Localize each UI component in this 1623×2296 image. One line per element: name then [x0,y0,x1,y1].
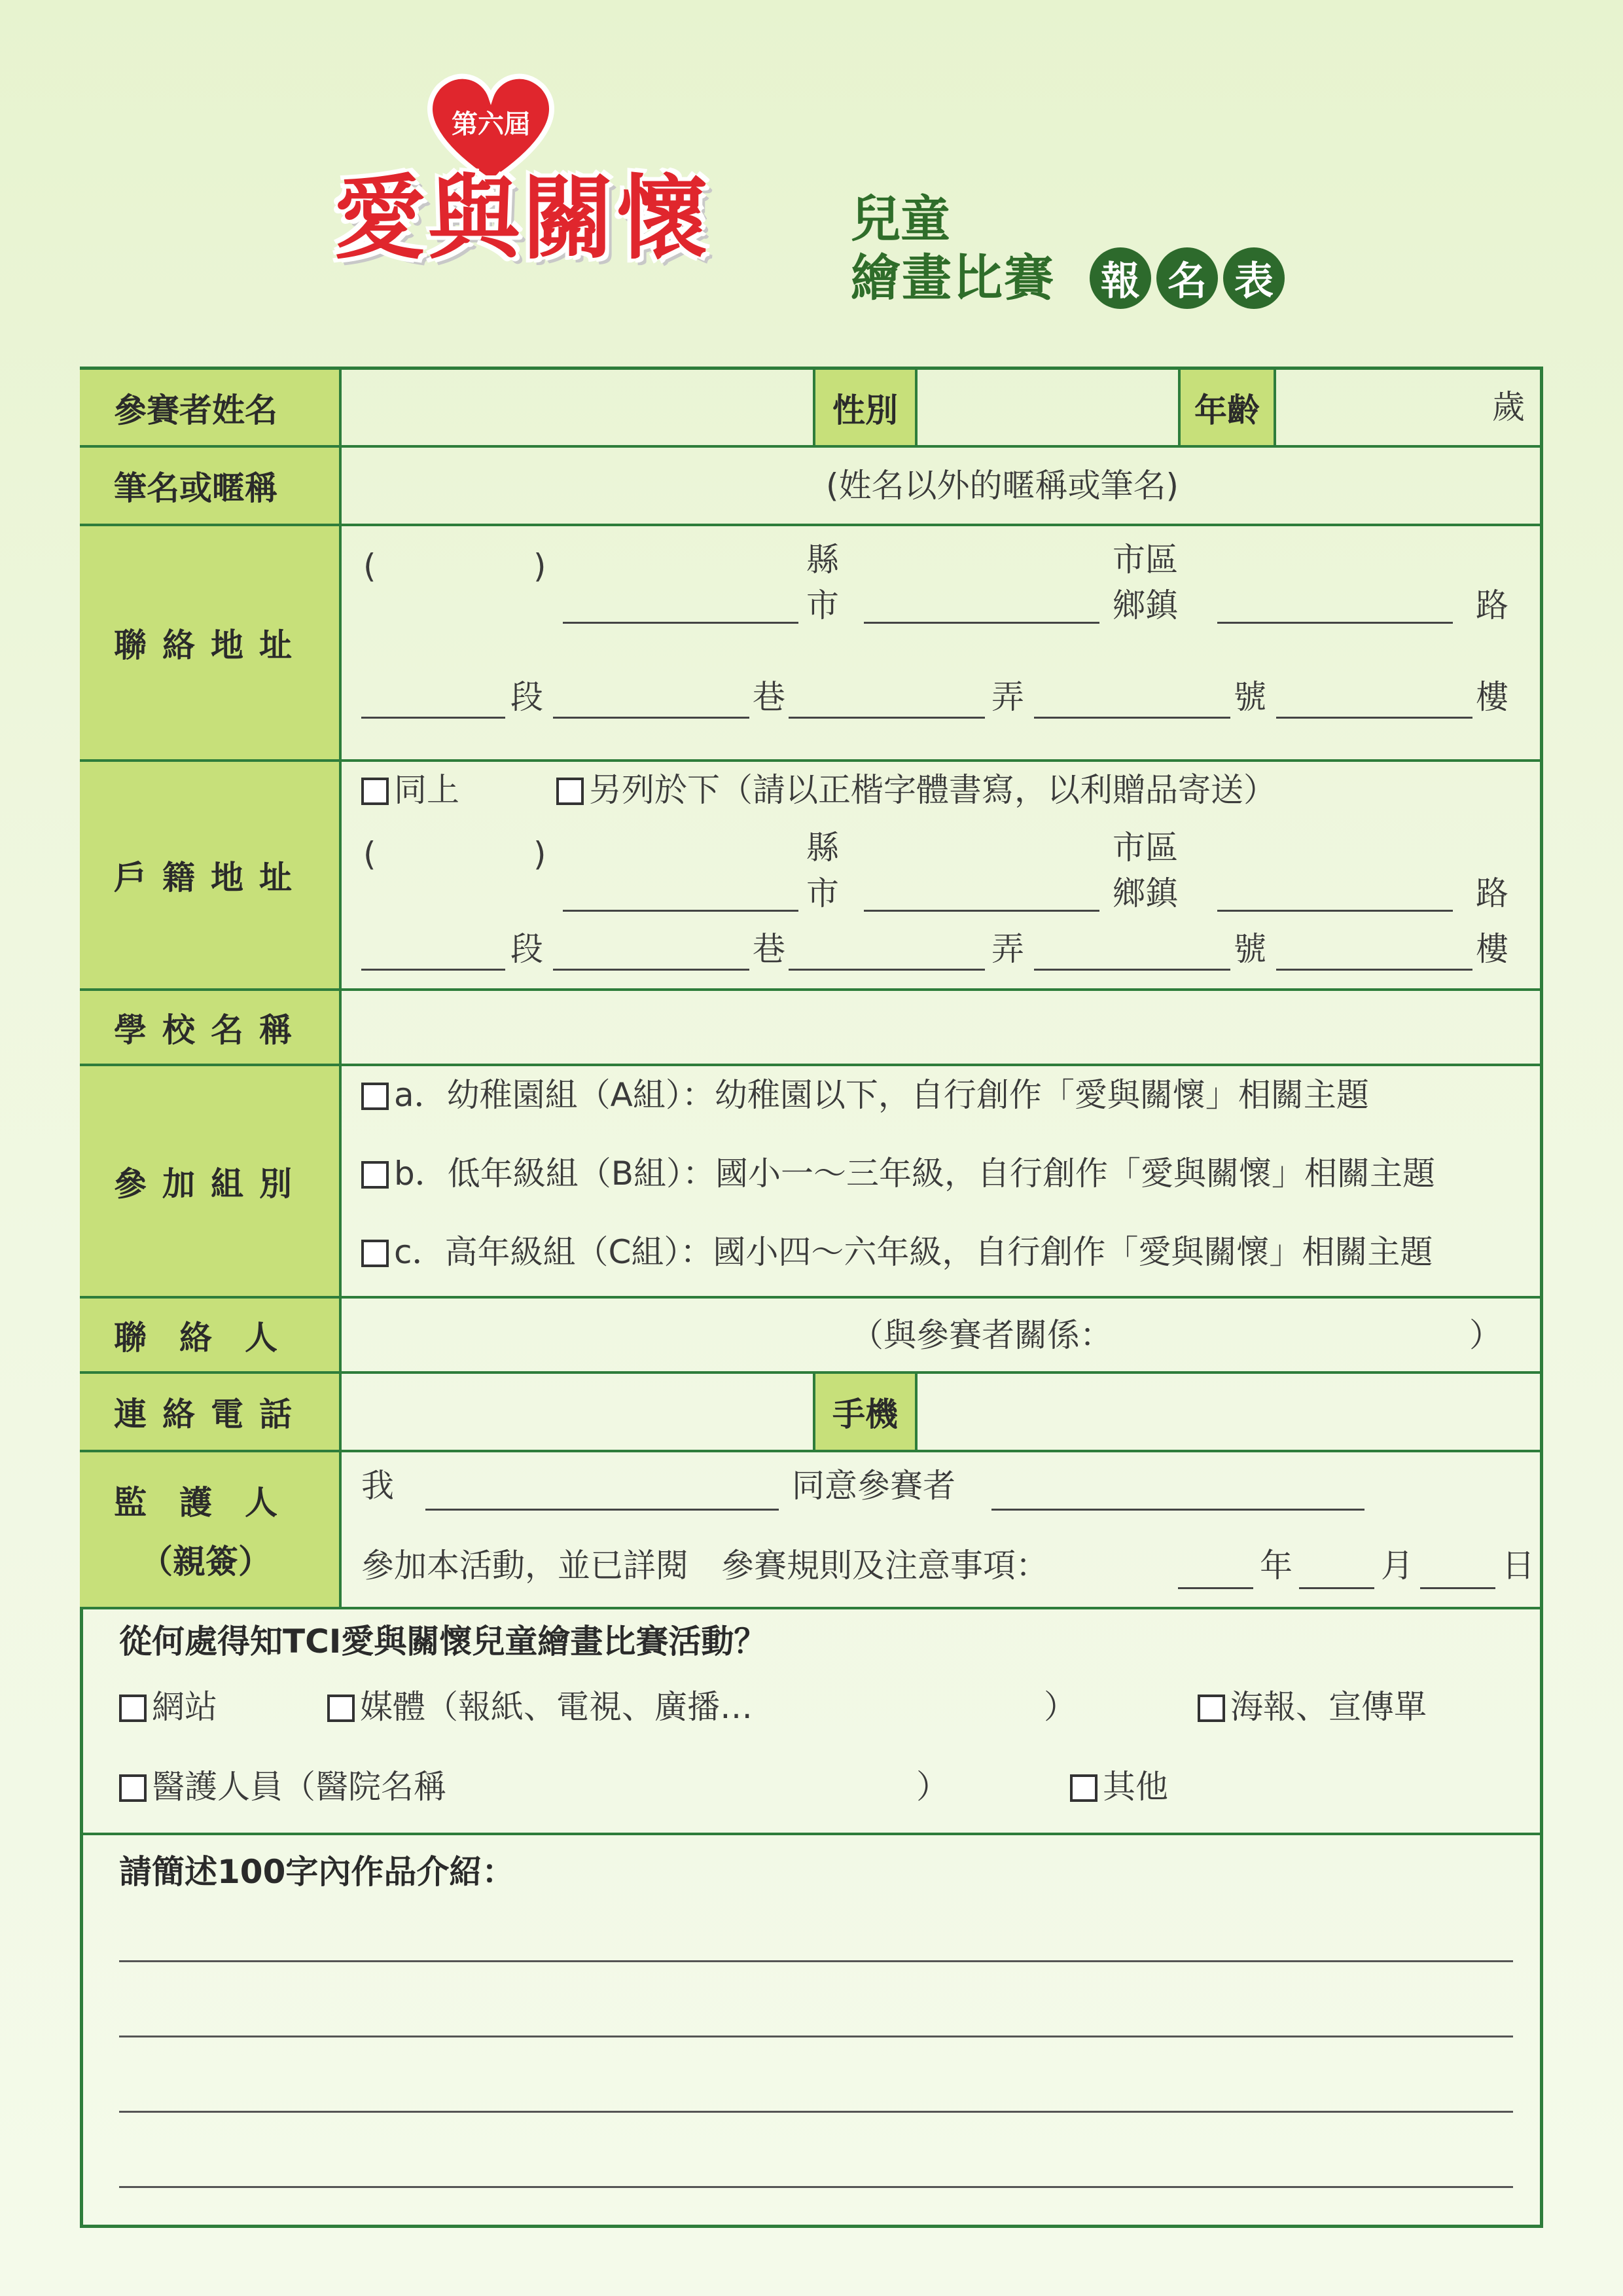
guardian-consent-text: 參加本活動，並已詳閱 參賽規則及注意事項： [361,1547,1048,1585]
lane-text: 巷 [753,930,785,968]
alley-text: 弄 [991,930,1024,968]
month-text: 月 [1381,1547,1414,1585]
media-text: 媒體（報紙、電視、廣播… [360,1688,753,1726]
group-label: 參加組別 [80,1066,342,1296]
day-line[interactable] [1420,1587,1495,1589]
number-line [1034,969,1230,971]
road-line [1217,622,1453,624]
name-field[interactable] [342,370,813,445]
floor-line [1276,969,1472,971]
source-question: 從何處得知TCI愛與關懷兒童繪畫比賽活動？ [119,1623,767,1660]
alley-line [789,969,985,971]
subtitle-children: 兒童 [851,190,950,248]
medical-checkbox[interactable] [119,1774,147,1802]
group-b-text: b．低年級組（B組）：國小一～三年級，自行創作「愛與關懷」相關主題 [394,1155,1436,1193]
guardian-agree: 同意參賽者 [792,1467,955,1505]
pen-name-hint: (姓名以外的暱稱或筆名) [826,467,1179,505]
row-divider [80,1607,1543,1609]
intro-line[interactable] [119,2111,1513,2113]
group-c-text: c．高年級組（C組）：國小四～六年級，自行創作「愛與關懷」相關主題 [394,1233,1433,1271]
group-option-c[interactable] [361,1232,1433,1272]
intro-line[interactable] [119,1960,1513,1962]
guardian-name-line[interactable] [425,1509,779,1511]
list-below-text: 另列於下（請以正楷字體書寫，以利贈品寄送） [589,771,1276,809]
age-unit: 歲 [1492,388,1525,426]
paren-close: ) [533,835,546,873]
alley-line [789,717,985,719]
year-text: 年 [1260,1547,1293,1585]
township-text: 鄉鎮 [1113,586,1178,624]
pen-name-label: 筆名或暱稱 [80,448,342,524]
list-below-checkbox[interactable] [556,778,584,805]
intro-line[interactable] [119,2036,1513,2037]
gender-label: 性別 [813,370,918,445]
floor-line [1276,717,1472,719]
same-as-above-text: 同上 [394,771,459,809]
participant-name-line[interactable] [991,1509,1364,1511]
website-checkbox[interactable] [119,1695,147,1722]
district-text: 市區 [1113,541,1178,579]
phone-label: 連絡電話 [80,1374,342,1450]
poster-text: 海報、宣傳單 [1230,1688,1427,1726]
paren-open: ( [363,835,376,873]
lane-text: 巷 [753,678,785,716]
group-option-b[interactable] [361,1154,1435,1193]
county-line [563,622,798,624]
day-text: 日 [1502,1547,1535,1585]
district-text: 市區 [1113,829,1178,867]
edition-label: 第六屆 [452,109,530,139]
subtitle-contest: 繪畫比賽 [851,249,1055,307]
guardian-label-cell [80,1452,342,1607]
badge-char: 報 [1090,247,1151,309]
city-line [864,910,1099,912]
city-line [864,622,1099,624]
road-line [1217,910,1453,912]
same-as-above-option[interactable] [361,770,459,810]
group-c-checkbox[interactable] [361,1240,389,1267]
number-text: 號 [1234,930,1266,968]
guardian-sub-label: （親簽） [140,1543,271,1581]
number-line [1034,717,1230,719]
road-text: 路 [1476,586,1508,624]
intro-line[interactable] [119,2186,1513,2188]
alley-text: 弄 [991,678,1024,716]
relation-close: ） [1469,1316,1502,1354]
mobile-label: 手機 [813,1374,918,1450]
other-checkbox[interactable] [1070,1774,1097,1802]
registration-form-badge [1090,247,1285,309]
medical-close: ） [916,1768,949,1806]
county-text: 縣 [806,541,839,579]
source-media-option[interactable] [327,1687,753,1727]
source-website-option[interactable] [119,1687,217,1727]
floor-text: 樓 [1476,678,1508,716]
event-title: 愛與關懷 [334,166,711,272]
section-text: 段 [510,930,543,968]
county-text: 縣 [806,829,839,867]
website-text: 網站 [152,1688,217,1726]
section-line [361,969,505,971]
gender-field[interactable] [918,370,1179,445]
township-text: 鄉鎮 [1113,874,1178,912]
section-line [361,717,505,719]
media-close: ） [1044,1688,1077,1726]
paren-open: ( [363,547,376,585]
intro-prompt: 請簡述100字內作品介紹： [119,1853,515,1891]
age-field[interactable] [1276,370,1525,445]
contact-address-label: 聯絡地址 [80,526,342,759]
badge-char: 名 [1156,247,1218,309]
road-text: 路 [1476,874,1508,912]
guardian-label: 監 護 人 [114,1484,277,1522]
poster-checkbox[interactable] [1198,1695,1225,1722]
group-b-checkbox[interactable] [361,1161,389,1189]
name-label: 參賽者姓名 [80,370,342,445]
county-line [563,910,798,912]
paren-close: ) [533,547,546,585]
pen-name-field[interactable] [342,448,1539,524]
other-text: 其他 [1103,1768,1168,1806]
media-checkbox[interactable] [327,1695,355,1722]
city-text: 市 [806,874,839,912]
source-medical-option[interactable] [119,1767,446,1806]
list-below-option[interactable] [556,770,1276,810]
group-a-checkbox[interactable] [361,1083,389,1110]
phone-field[interactable] [342,1374,813,1450]
month-line[interactable] [1299,1587,1374,1589]
same-as-above-checkbox[interactable] [361,778,389,805]
guardian-i: 我 [361,1467,394,1505]
medical-text: 醫護人員（醫院名稱 [152,1768,446,1806]
badge-char: 表 [1223,247,1285,309]
floor-text: 樓 [1476,930,1508,968]
row-divider [80,1833,1543,1835]
lane-line [553,717,749,719]
mobile-field[interactable] [918,1374,1539,1450]
group-a-text: a．幼稚園組（A組）：幼稚園以下，自行創作「愛與關懷」相關主題 [394,1076,1369,1114]
household-address-label: 戶籍地址 [80,762,342,988]
source-other-option[interactable] [1070,1767,1168,1806]
lane-line [553,969,749,971]
number-text: 號 [1234,678,1266,716]
year-line[interactable] [1178,1587,1253,1589]
group-option-a[interactable] [361,1075,1369,1115]
age-label: 年齡 [1178,370,1276,445]
relation-open: （與參賽者關係： [851,1316,1113,1354]
city-text: 市 [806,586,839,624]
source-poster-option[interactable] [1198,1687,1427,1727]
contact-person-label: 聯 絡 人 [80,1299,342,1371]
section-text: 段 [510,678,543,716]
school-label: 學校名稱 [80,991,342,1064]
school-field[interactable] [342,991,1539,1064]
